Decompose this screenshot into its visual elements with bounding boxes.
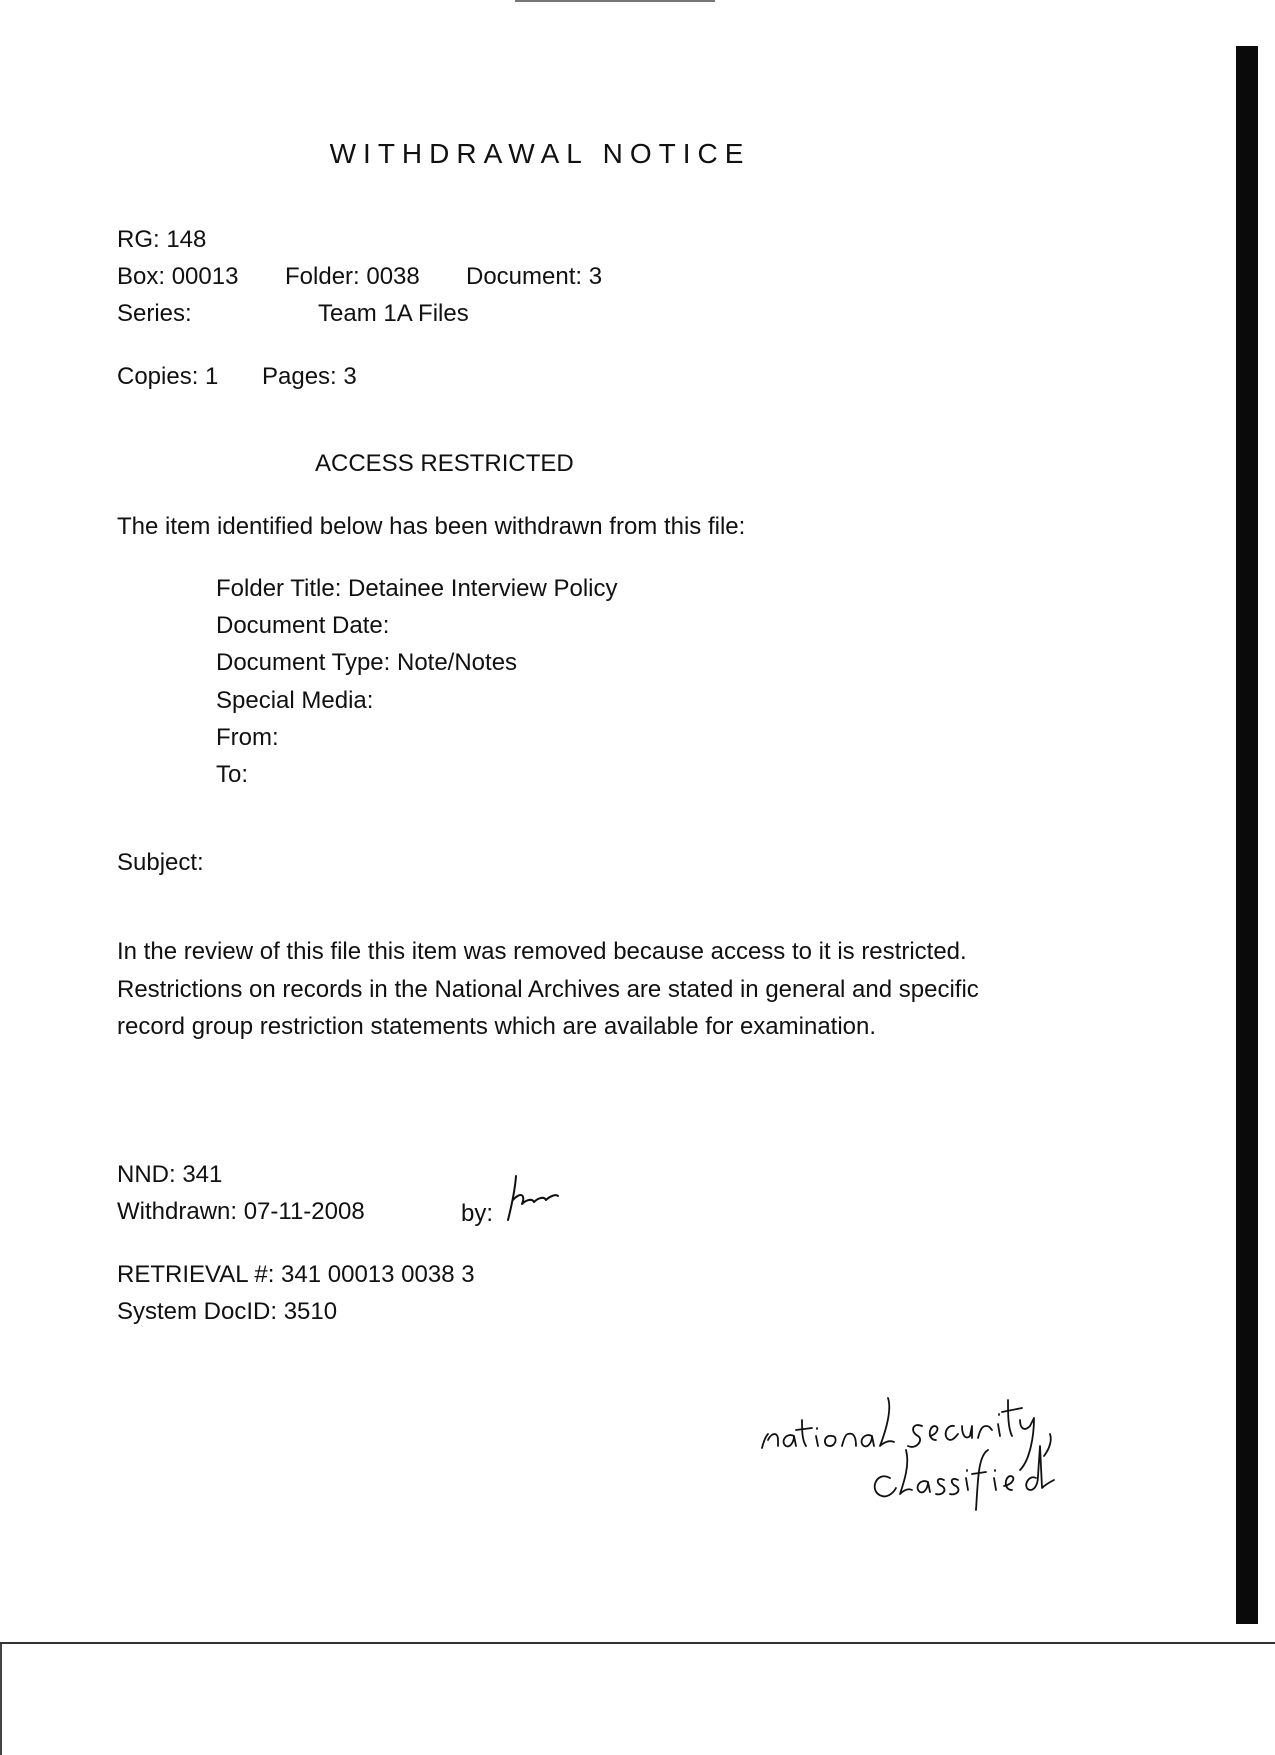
series-label: Series:	[117, 300, 192, 327]
withdrawn-date: Withdrawn: 07-11-2008	[117, 1198, 365, 1225]
withdrawal-intro: The item identified below has been withdrawn from this file:	[117, 513, 746, 540]
scan-artifact-left-edge	[0, 1644, 2, 1755]
restriction-explanation: In the review of this file this item was removed because access to it is restricted. Restrictions on records in the National Archives are stated in general and specific record group restriction statements which are available for examination.	[117, 938, 979, 1040]
system-docid: System DocID: 3510	[117, 1298, 338, 1325]
series-value: Team 1A Files	[318, 300, 469, 327]
scan-artifact-bottom-line	[0, 1642, 1275, 1644]
document-number: Document: 3	[466, 263, 603, 290]
record-group: RG: 148	[117, 226, 207, 253]
folder-number: Folder: 0038	[285, 263, 420, 290]
copies-count: Copies: 1	[117, 363, 219, 390]
special-media: Special Media:	[216, 687, 374, 714]
scan-artifact-top	[515, 0, 715, 2]
withdrawn-by-signature	[502, 1170, 562, 1225]
pages-count: Pages: 3	[262, 363, 357, 390]
handwritten-national-security-classified-note	[750, 1370, 1100, 1530]
withdrawn-by-label: by:	[461, 1200, 494, 1227]
subject-field: Subject:	[117, 849, 204, 876]
box-number: Box: 00013	[117, 263, 239, 290]
from-field: From:	[216, 724, 279, 751]
document-type: Document Type: Note/Notes	[216, 649, 518, 676]
to-field: To:	[216, 761, 249, 788]
scan-artifact-right-bar	[1236, 46, 1258, 1624]
document-date: Document Date:	[216, 612, 390, 639]
retrieval-number: RETRIEVAL #: 341 00013 0038 3	[117, 1261, 475, 1288]
nnd-number: NND: 341	[117, 1161, 223, 1188]
notice-title: WITHDRAWAL NOTICE	[329, 138, 751, 169]
access-restricted-heading: ACCESS RESTRICTED	[315, 450, 574, 477]
folder-title: Folder Title: Detainee Interview Policy	[216, 575, 618, 602]
